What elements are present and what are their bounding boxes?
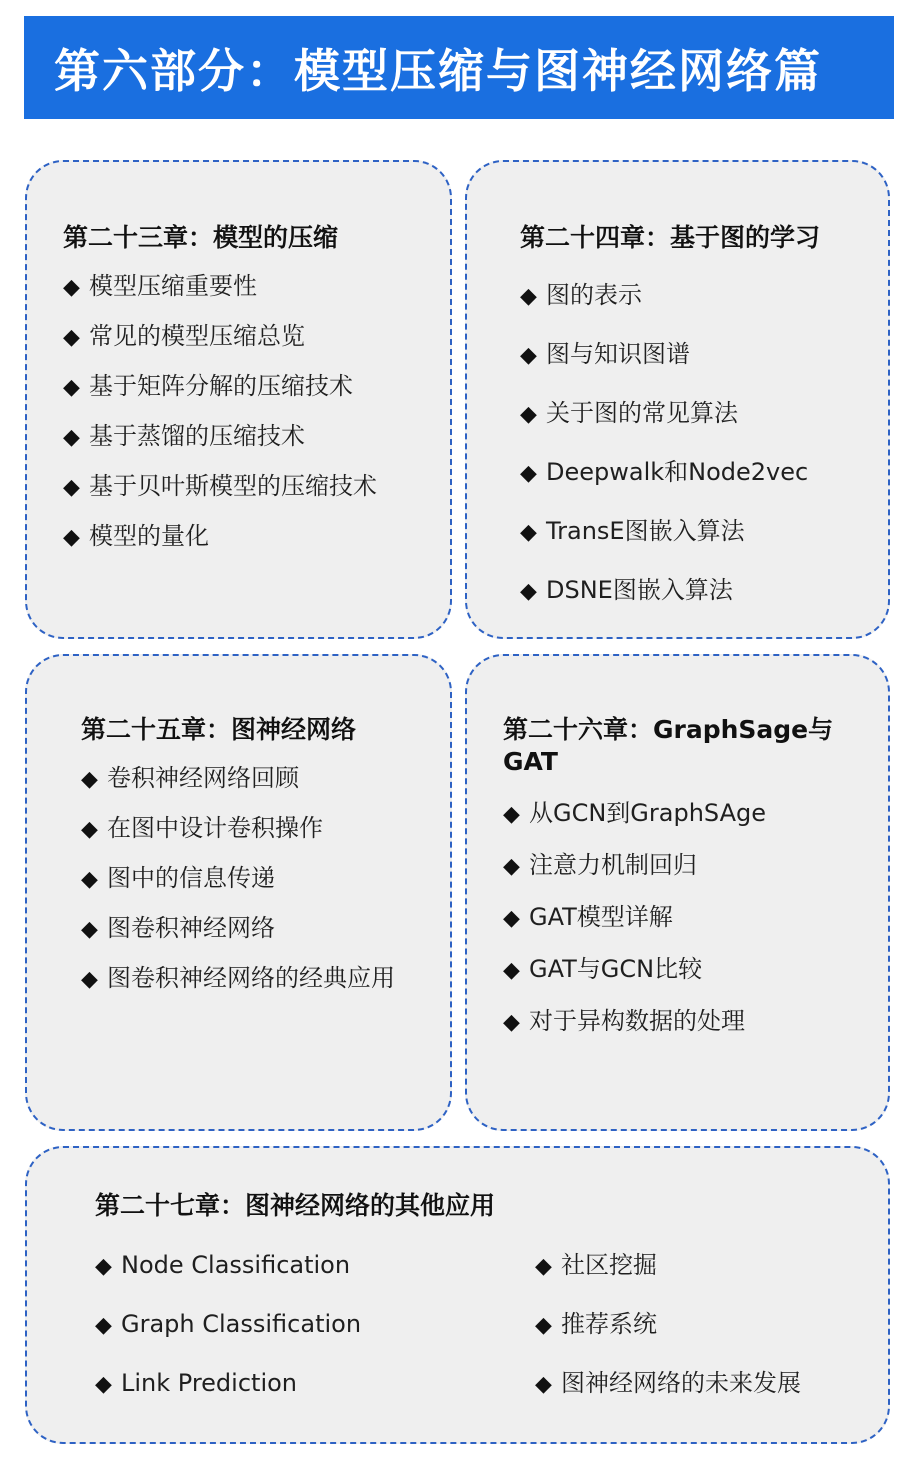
diamond-bullet-icon: ◆ xyxy=(503,906,520,931)
list-item: ◆ 对于异构数据的处理 xyxy=(503,1006,766,1058)
chapter-23-list xyxy=(63,271,377,571)
list-item: ◆ 图中的信息传递 xyxy=(81,863,395,913)
list-item: ◆ 模型压缩重要性 xyxy=(63,271,377,321)
page-title: 第六部分：模型压缩与图神经网络篇 xyxy=(54,43,822,98)
chapter-26-list xyxy=(503,798,766,1058)
list-item: ◆ 基于蒸馏的压缩技术 xyxy=(63,421,377,471)
chapter-24-title: 第二十四章：基于图的学习 xyxy=(520,223,821,252)
list-item: ◆ 图卷积神经网络 xyxy=(81,913,395,963)
chapter-26-title: 第二十六章：GraphSage与 GAT xyxy=(503,715,834,776)
chapter-27-left-list xyxy=(95,1250,361,1427)
page-title-banner xyxy=(24,16,894,119)
diamond-bullet-icon: ◆ xyxy=(535,1313,552,1338)
diamond-bullet-icon: ◆ xyxy=(63,375,80,400)
diamond-bullet-icon: ◆ xyxy=(503,958,520,983)
list-item: ◆ 基于贝叶斯模型的压缩技术 xyxy=(63,471,377,521)
diamond-bullet-icon: ◆ xyxy=(63,425,80,450)
chapter-25-list xyxy=(81,763,395,1013)
chapter-25-title: 第二十五章：图神经网络 xyxy=(81,715,357,744)
list-item: ◆ 从GCN到GraphSAge xyxy=(503,798,766,850)
diamond-bullet-icon: ◆ xyxy=(520,579,537,604)
list-item: ◆ 常见的模型压缩总览 xyxy=(63,321,377,371)
chapter-23-title: 第二十三章：模型的压缩 xyxy=(63,223,339,252)
chapter-25-card xyxy=(25,654,452,1131)
list-item: ◆ 图卷积神经网络的经典应用 xyxy=(81,963,395,1013)
chapter-27-right-list xyxy=(535,1250,801,1427)
chapter-24-card xyxy=(465,160,890,639)
list-item: ◆ 图神经网络的未来发展 xyxy=(535,1368,801,1427)
chapter-26-card xyxy=(465,654,890,1131)
diamond-bullet-icon: ◆ xyxy=(503,1010,520,1035)
list-item: ◆ 注意力机制回归 xyxy=(503,850,766,902)
list-item: ◆ TransE图嵌入算法 xyxy=(520,516,808,575)
diamond-bullet-icon: ◆ xyxy=(520,343,537,368)
list-item: ◆ 关于图的常见算法 xyxy=(520,398,808,457)
diamond-bullet-icon: ◆ xyxy=(503,854,520,879)
list-item: ◆ GAT与GCN比较 xyxy=(503,954,766,1006)
list-item: ◆ 推荐系统 xyxy=(535,1309,801,1368)
diamond-bullet-icon: ◆ xyxy=(520,284,537,309)
list-item: ◆ Deepwalk和Node2vec xyxy=(520,457,808,516)
list-item: ◆ 模型的量化 xyxy=(63,521,377,571)
diamond-bullet-icon: ◆ xyxy=(81,917,98,942)
list-item: ◆ GAT模型详解 xyxy=(503,902,766,954)
diamond-bullet-icon: ◆ xyxy=(81,967,98,992)
diamond-bullet-icon: ◆ xyxy=(95,1254,112,1279)
diamond-bullet-icon: ◆ xyxy=(95,1313,112,1338)
diamond-bullet-icon: ◆ xyxy=(81,817,98,842)
chapter-23-card xyxy=(25,160,452,639)
diamond-bullet-icon: ◆ xyxy=(63,475,80,500)
chapter-24-list xyxy=(520,280,808,634)
list-item: ◆ DSNE图嵌入算法 xyxy=(520,575,808,634)
diamond-bullet-icon: ◆ xyxy=(63,525,80,550)
diamond-bullet-icon: ◆ xyxy=(520,402,537,427)
list-item: ◆ Graph Classification xyxy=(95,1309,361,1368)
diamond-bullet-icon: ◆ xyxy=(503,802,520,827)
chapter-27-title: 第二十七章：图神经网络的其他应用 xyxy=(95,1191,496,1220)
list-item: ◆ 在图中设计卷积操作 xyxy=(81,813,395,863)
list-item: ◆ Node Classification xyxy=(95,1250,361,1309)
diamond-bullet-icon: ◆ xyxy=(535,1254,552,1279)
diamond-bullet-icon: ◆ xyxy=(81,767,98,792)
list-item: ◆ 图的表示 xyxy=(520,280,808,339)
chapter-27-card xyxy=(25,1146,890,1444)
diamond-bullet-icon: ◆ xyxy=(63,325,80,350)
list-item: ◆ 图与知识图谱 xyxy=(520,339,808,398)
diamond-bullet-icon: ◆ xyxy=(95,1372,112,1397)
list-item: ◆ 基于矩阵分解的压缩技术 xyxy=(63,371,377,421)
list-item: ◆ Link Prediction xyxy=(95,1368,361,1427)
diamond-bullet-icon: ◆ xyxy=(535,1372,552,1397)
list-item: ◆ 卷积神经网络回顾 xyxy=(81,763,395,813)
diamond-bullet-icon: ◆ xyxy=(520,461,537,486)
list-item: ◆ 社区挖掘 xyxy=(535,1250,801,1309)
diamond-bullet-icon: ◆ xyxy=(520,520,537,545)
diamond-bullet-icon: ◆ xyxy=(81,867,98,892)
diamond-bullet-icon: ◆ xyxy=(63,275,80,300)
